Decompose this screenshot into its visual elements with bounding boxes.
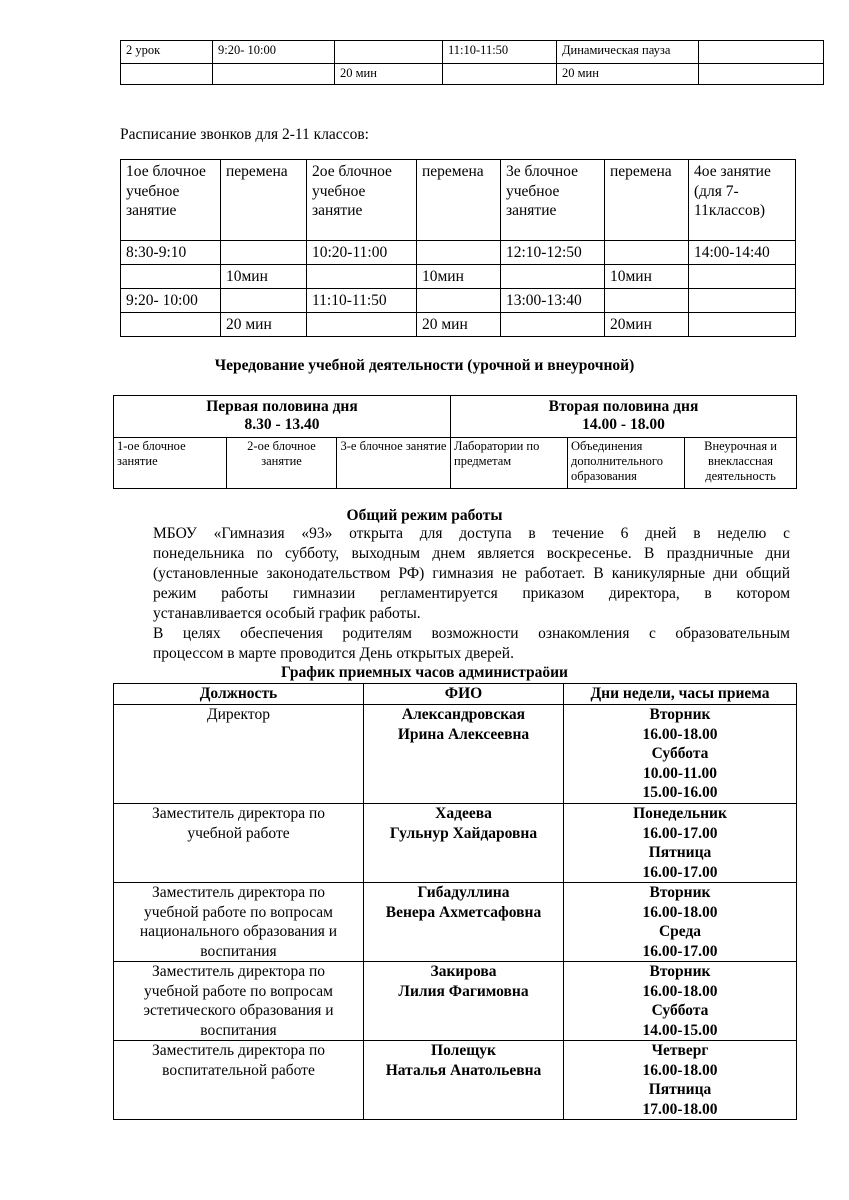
text-line: 15.00-16.00 — [642, 784, 718, 801]
table-cell — [121, 265, 221, 289]
general-regime-paragraph-1 — [120, 524, 790, 624]
table-cell — [417, 241, 501, 265]
text-line: Заместитель директора по — [151, 1042, 325, 1059]
text-line: В целях обеспечения родителям возможности ознакомления с образовательным — [153, 625, 790, 642]
text-line: Суббота — [651, 1002, 709, 1019]
text-line: Закирова — [430, 963, 497, 980]
table-cell — [605, 241, 689, 265]
table-cell — [699, 64, 824, 85]
table-row — [121, 241, 796, 265]
text-line: (установленные законодательством РФ) гимназия не работает. В каникулярные дни общий — [153, 565, 790, 582]
text-line: 14.00-15.00 — [642, 1021, 718, 1039]
table-cell — [689, 265, 796, 289]
text-line: Суббота — [651, 745, 709, 762]
table-cell: 14:00-14:40 — [689, 241, 796, 265]
column-header: перемена — [221, 160, 307, 241]
column-header-position: Должность — [114, 684, 364, 705]
table-cell — [335, 41, 443, 64]
lesson-schedule-fragment-table — [120, 40, 824, 85]
table-cell: Динамическая пауза — [557, 41, 699, 64]
text-line: Венера Ахметсафовна — [385, 903, 542, 921]
table-cell — [307, 265, 417, 289]
text-line: Среда — [658, 923, 702, 940]
second-half-time: 14.00 - 18.00 — [582, 416, 665, 433]
text-line: Вторник — [649, 963, 711, 980]
first-half-time: 8.30 - 13.40 — [244, 416, 320, 433]
text-line: Лилия Фагимовна — [398, 982, 529, 1000]
text-line: Пятница — [648, 844, 712, 861]
text-line: Пятница — [648, 1081, 712, 1098]
table-row — [114, 1041, 797, 1120]
table-cell — [443, 64, 557, 85]
text-line: 16.00-17.00 — [642, 824, 718, 842]
table-cell — [221, 241, 307, 265]
table-row — [121, 313, 796, 337]
text-line: Заместитель директора по — [151, 963, 325, 980]
text-line: МБОУ «Гимназия «93» открыта для доступа в течение 6 дней в неделю с — [153, 525, 790, 542]
position-cell — [114, 1041, 364, 1120]
text-line: Вторник — [649, 884, 711, 901]
table-row — [121, 41, 824, 64]
table-cell: 20 мин — [557, 64, 699, 85]
table-row — [114, 962, 797, 1041]
position-cell — [114, 962, 364, 1041]
table-cell — [605, 289, 689, 313]
table-cell: 13:00-13:40 — [501, 289, 605, 313]
days-cell — [564, 705, 797, 804]
table-cell: 12:10-12:50 — [501, 241, 605, 265]
table-cell — [121, 313, 221, 337]
table-cell — [307, 313, 417, 337]
table-cell — [689, 289, 796, 313]
table-row — [114, 438, 797, 489]
position-cell — [114, 804, 364, 883]
text-line: режим работы гимназии регламентируется приказом директора, в котором — [153, 585, 790, 602]
text-line: Четверг — [651, 1042, 709, 1059]
table-cell: 20 мин — [221, 313, 307, 337]
table-cell: 8:30-9:10 — [121, 241, 221, 265]
table-cell — [221, 289, 307, 313]
column-header: 1ое блочное учебное занятие — [121, 160, 221, 241]
table-header-row — [114, 396, 797, 438]
column-header: 3е блочное учебное занятие — [501, 160, 605, 241]
table-cell: 10мин — [221, 265, 307, 289]
text-line: устанавливается особый график работы. — [153, 605, 421, 622]
table-cell — [699, 41, 824, 64]
bell-schedule-title: Расписание звонков для 2-11 классов: — [120, 126, 369, 143]
text-line: процессом в марте проводится День открытых дверей. — [153, 645, 514, 662]
name-cell — [364, 883, 564, 962]
days-cell — [564, 883, 797, 962]
general-regime-title: Общий режим работы — [346, 507, 503, 524]
text-line: понедельника по субботу, выходным днем является воскресенье. В праздничные дни — [153, 545, 790, 562]
name-cell — [364, 705, 564, 804]
table-cell — [417, 289, 501, 313]
text-line: 16.00-18.00 — [642, 903, 718, 921]
table-row — [121, 265, 796, 289]
table-row — [121, 64, 824, 85]
second-half-header — [451, 396, 797, 438]
text-line: 16.00-18.00 — [642, 725, 718, 743]
table-cell — [501, 265, 605, 289]
text-line: 16.00-17.00 — [642, 863, 718, 881]
text-line: национального образования и — [139, 923, 338, 940]
table-cell: Лаборатории по предметам — [451, 438, 568, 489]
text-line: учебной работе — [187, 824, 290, 842]
text-line: Понедельник — [633, 805, 727, 822]
text-line: Александровская — [401, 706, 526, 723]
column-header: 2ое блочное учебное занятие — [307, 160, 417, 241]
text-line: 16.00-18.00 — [642, 1061, 718, 1079]
table-cell: 9:20- 10:00 — [121, 289, 221, 313]
text-line: учебной работе по вопросам — [144, 982, 333, 1000]
text-line: Заместитель директора по — [151, 884, 325, 901]
table-cell: 3-е блочное занятие — [337, 438, 451, 489]
table-cell: 10мин — [417, 265, 501, 289]
column-header-days: Дни недели, часы приема — [564, 684, 797, 705]
reception-hours-table — [113, 683, 797, 1120]
table-cell: 9:20- 10:00 — [213, 41, 335, 64]
table-cell — [501, 313, 605, 337]
table-cell: 11:10-11:50 — [443, 41, 557, 64]
table-cell: Внеурочная и внеклассная деятельность — [685, 438, 797, 489]
days-cell — [564, 1041, 797, 1120]
text-line: эстетического образования и — [143, 1002, 334, 1019]
text-line: Заместитель директора по — [151, 805, 325, 822]
table-row — [121, 289, 796, 313]
table-cell: 20мин — [605, 313, 689, 337]
first-half-header — [114, 396, 451, 438]
text-line: 17.00-18.00 — [642, 1100, 718, 1118]
text-line: 10.00-11.00 — [642, 764, 718, 782]
table-header-row — [121, 160, 796, 241]
text-line: Гульнур Хайдаровна — [389, 824, 538, 842]
text-line: Полещук — [431, 1042, 496, 1059]
position-cell — [114, 883, 364, 962]
table-cell: 2-ое блочное занятие — [227, 438, 337, 489]
text-line: Гибадуллина — [417, 884, 510, 901]
days-cell — [564, 962, 797, 1041]
table-cell — [689, 313, 796, 337]
table-row — [114, 705, 797, 804]
column-header: 4ое занятие (для 7-11классов) — [689, 160, 796, 241]
reception-hours-title: График приемных часов администраöии — [281, 664, 568, 681]
first-half-label: Первая половина дня — [206, 398, 358, 415]
table-cell: 10:20-11:00 — [307, 241, 417, 265]
name-cell — [364, 962, 564, 1041]
table-row — [114, 804, 797, 883]
text-line: Хадеева — [435, 805, 492, 822]
position-cell — [114, 705, 364, 804]
text-line: 16.00-17.00 — [642, 942, 718, 960]
table-cell — [213, 64, 335, 85]
text-line: учебной работе по вопросам — [144, 903, 333, 921]
text-line: 16.00-18.00 — [642, 982, 718, 1000]
general-regime-paragraph-2 — [120, 624, 790, 664]
column-header: перемена — [417, 160, 501, 241]
bell-schedule-table — [120, 159, 796, 337]
alternation-title: Чередование учебной деятельности (урочной и внеурочной) — [214, 357, 635, 374]
alternation-table — [113, 395, 797, 489]
text-line: Вторник — [649, 706, 711, 723]
text-line: Ирина Алексеевна — [397, 725, 530, 743]
table-cell: 1-ое блочное занятие — [114, 438, 227, 489]
text-line: воспитательной работе — [162, 1061, 315, 1079]
table-cell: 11:10-11:50 — [307, 289, 417, 313]
column-header-name: ФИО — [364, 684, 564, 705]
name-cell — [364, 804, 564, 883]
text-line: Наталья Анатольевна — [385, 1061, 542, 1079]
text-line: Директор — [207, 706, 270, 723]
text-line: воспитания — [200, 942, 277, 960]
text-line: воспитания — [200, 1021, 277, 1039]
column-header: перемена — [605, 160, 689, 241]
table-cell: Объединения дополнительного образования — [568, 438, 685, 489]
table-cell: 20 мин — [417, 313, 501, 337]
table-header-row — [114, 684, 797, 705]
name-cell — [364, 1041, 564, 1120]
table-row — [114, 883, 797, 962]
table-cell — [121, 64, 213, 85]
table-cell: 2 урок — [121, 41, 213, 64]
table-cell: 20 мин — [335, 64, 443, 85]
days-cell — [564, 804, 797, 883]
second-half-label: Вторая половина дня — [548, 398, 699, 415]
table-cell: 10мин — [605, 265, 689, 289]
